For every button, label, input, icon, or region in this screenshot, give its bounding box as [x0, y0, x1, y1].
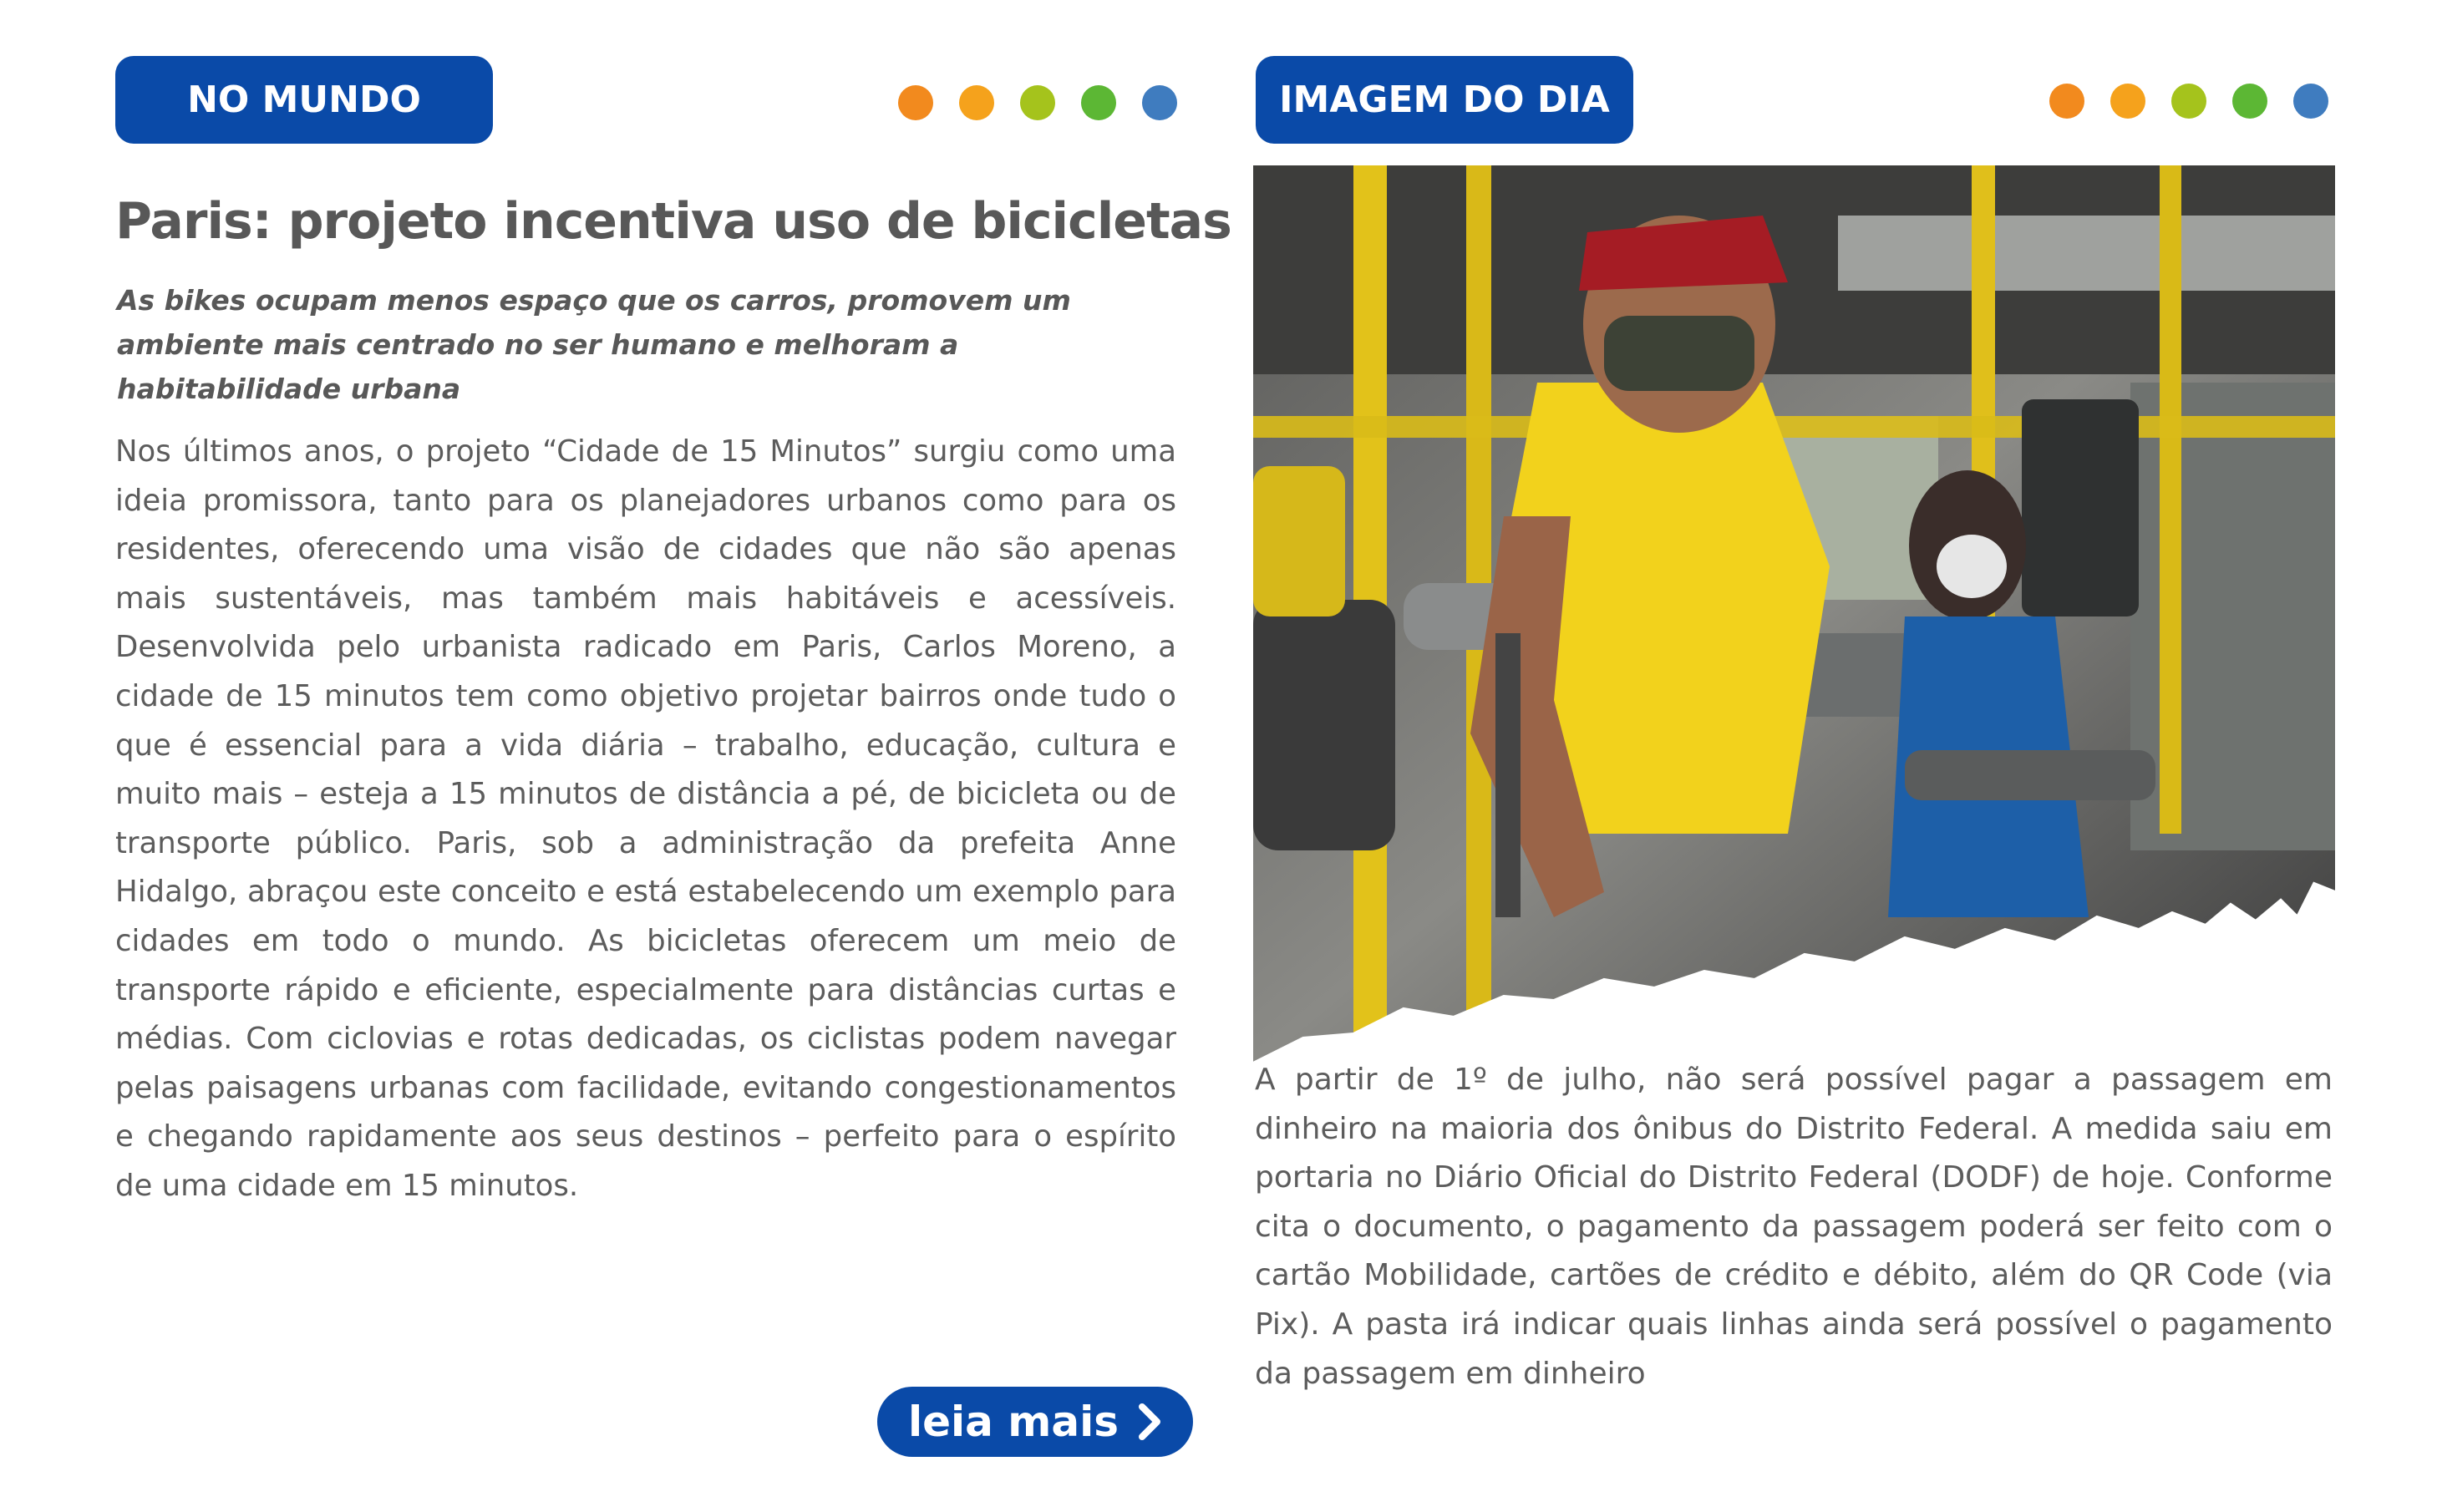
dot-icon [2232, 84, 2267, 119]
photo-caption: A partir de 1º de julho, não será possível pagar a passagem em dinheiro na maioria dos ônibus do Distrito Federal. A medida saiu em portaria no Diário Oficial do Distrito Federal (DODF) de hoje. Conforme cita o documento, o pagamento da passagem poderá ser feito com o cartão Mobilidade, cartões de crédito e débito, além do QR Code (via Pix). A pasta irá indicar quais linhas ainda será possível o pagamento da passagem em dinheiro [1255, 1063, 2333, 1391]
dot-icon [2293, 84, 2328, 119]
article-subtitle: As bikes ocupam menos espaço que os carros, promovem um ambiente mais centrado no ser humano e melhoram a habitabilidade urbana [117, 284, 1071, 405]
dot-icon [1142, 85, 1177, 120]
decorative-dots-right [2049, 84, 2328, 119]
bus-passenger-photo [1253, 165, 2335, 1063]
dot-icon [2110, 84, 2145, 119]
decorative-dots-left [898, 85, 1177, 120]
read-more-label: leia mais [907, 1398, 1119, 1446]
section-badge-label: IMAGEM DO DIA [1279, 79, 1610, 121]
dot-icon [898, 85, 933, 120]
dot-icon [1081, 85, 1116, 120]
dot-icon [1020, 85, 1055, 120]
dot-icon [959, 85, 994, 120]
article-body: Nos últimos anos, o projeto “Cidade de 15 Minutos” surgiu como uma ideia promissora, tanto para os planejadores urbanos como para os residentes, oferecendo uma visão de cidades que não são apenas mais sustentáveis, mas também mais habitáveis e acessíveis. Desenvolvida pelo urbanista radicado em Paris, Carlos Moreno, a cidade de 15 minutos tem como objetivo projetar bairros onde tudo o que é essencial para a vida diária – trabalho, educação, cultura e muito mais – esteja a 15 minutos de distância a pé, de bicicleta ou de transporte público. Paris, sob a administração da prefeita Anne Hidalgo, abraçou este conceito e está estabelecendo um exemplo para cidades em todo o mundo. As bicicletas oferecem um meio de transporte rápido e eficiente, especialmente para distâncias curtas e médias. Com ciclovias e rotas dedicadas, os ciclistas podem navegar pelas paisagens urbanas com facilidade, evitando congestionamentos e chegando rapidamente aos seus destinos – perfeito para o espírito de uma cidade em 15 minutos. [115, 434, 1176, 1203]
chevron-right-icon [1137, 1403, 1162, 1441]
section-badge-imagem-do-dia [1256, 56, 1633, 144]
section-badge-label: NO MUNDO [187, 79, 421, 121]
dot-icon [2171, 84, 2206, 119]
section-badge-no-mundo [115, 56, 493, 144]
article-headline: Paris: projeto incentiva uso de bicicletas [115, 192, 1231, 251]
dot-icon [2049, 84, 2084, 119]
read-more-button[interactable] [877, 1387, 1193, 1457]
